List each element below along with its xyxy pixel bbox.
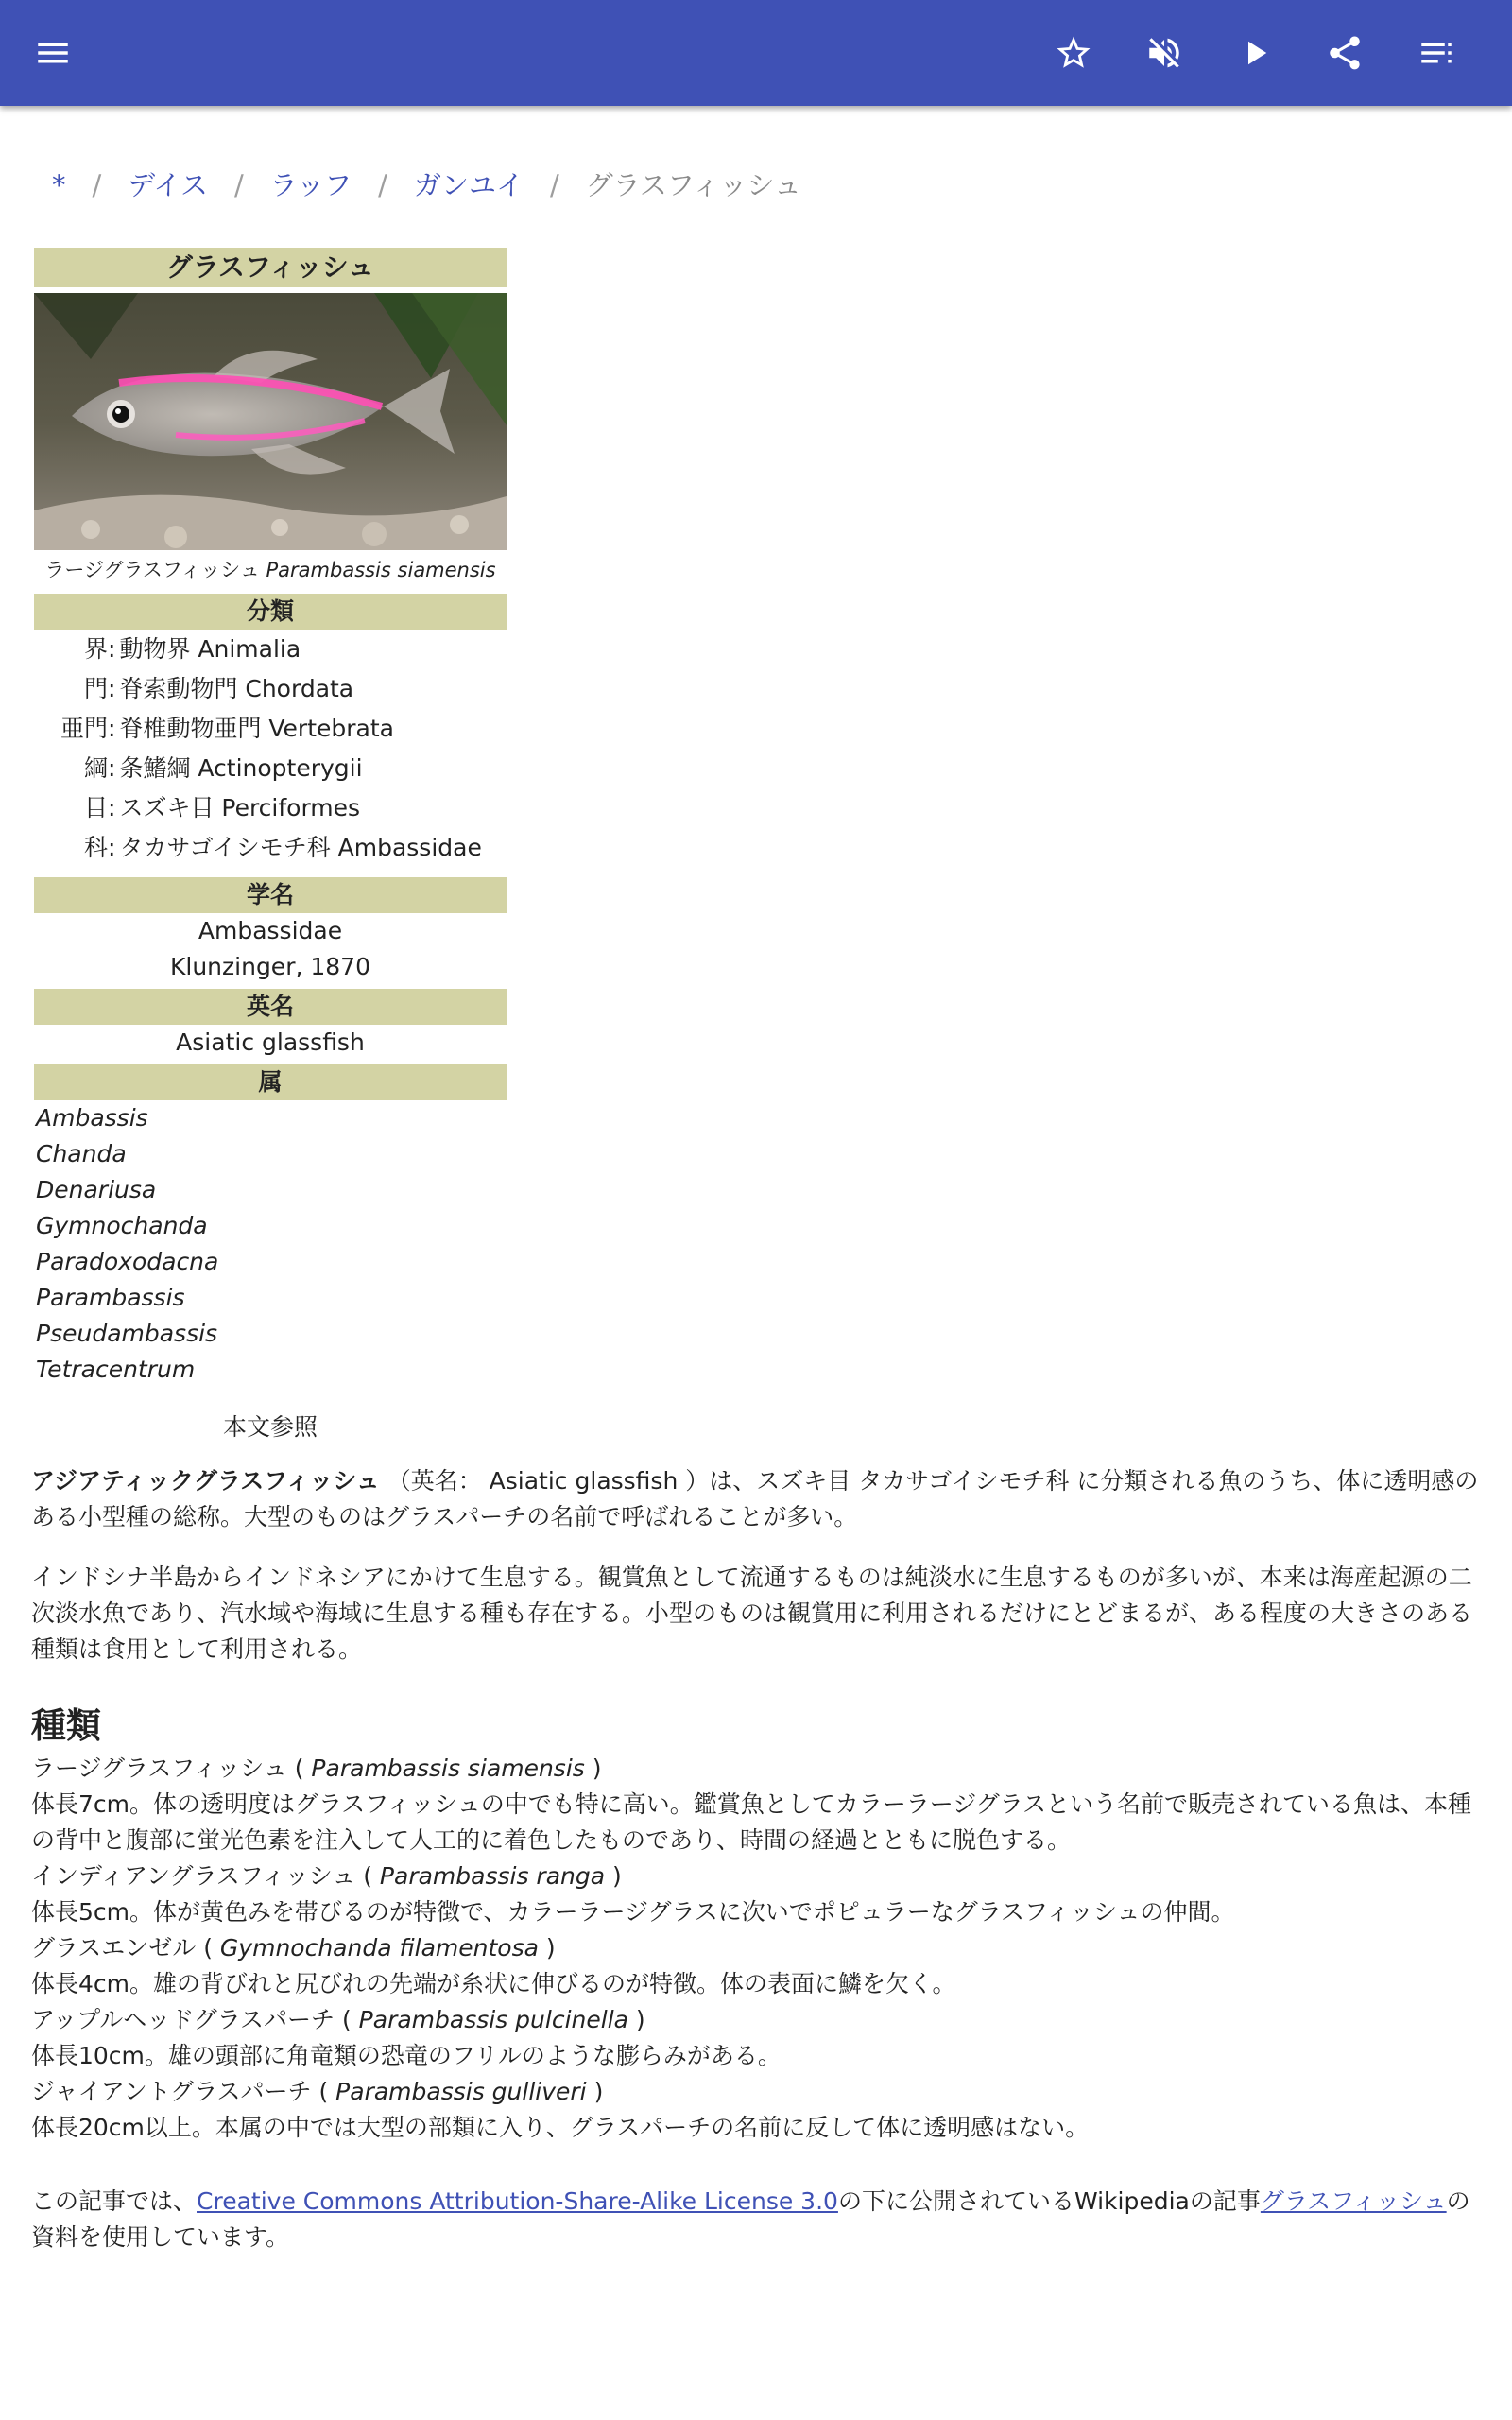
authority: Klunzinger, 1870 [170, 953, 370, 980]
genus-item: Denariusa [36, 1176, 157, 1203]
english-name-heading: 英名 [34, 989, 507, 1025]
taxonomy-rank: 目 [83, 794, 108, 821]
english-name: Asiatic glassfish [176, 1028, 365, 1056]
species-japanese-name: グラスエンゼル [31, 1934, 197, 1962]
breadcrumb-item[interactable]: ラッフ [269, 169, 352, 201]
breadcrumb-separator: / [549, 169, 559, 201]
taxonomy-rank: 亜門 [60, 715, 108, 742]
genus-item: Pseudambassis [36, 1320, 218, 1347]
intro-term: アジアティックグラスフィッシュ [31, 1467, 380, 1495]
star-outline-icon [1054, 33, 1093, 73]
photo-caption [34, 550, 507, 590]
taxonomy-rank: 界 [83, 635, 108, 663]
breadcrumb-item[interactable]: デイス [128, 169, 208, 201]
share-icon [1325, 33, 1365, 73]
species-latin-name: Parambassis gulliveri [335, 2078, 587, 2105]
play-button[interactable] [1227, 25, 1283, 81]
species-name: ジャイアントグラスパーチ ( Parambassis gulliveri ) [31, 2078, 604, 2105]
bookmark-button[interactable] [1045, 25, 1102, 81]
taxonomy-row: 界: 動物界 Animalia [34, 630, 507, 669]
intro-text: （英名： Asiatic glassfish ）は、スズキ目 タカサゴイシモチ科 に分類される魚のうち、体に透明感のある小型種の総称。大型のものはグラスパーチの名前で呼ばれることが多い。 [31, 1467, 1479, 1530]
species-japanese-name: ラージグラスフィッシュ [31, 1754, 287, 1782]
fish-photo[interactable] [34, 293, 507, 550]
species-latin-name: Gymnochanda filamentosa [219, 1934, 539, 1962]
taxonomy-table [34, 630, 507, 868]
taxonomy-row: 門: 脊索動物門 Chordata [34, 669, 507, 709]
intro-paragraph [31, 1463, 1482, 1535]
species-latin-name: Parambassis siamensis [311, 1754, 585, 1782]
scientific-name-heading: 学名 [34, 877, 507, 913]
volume-off-icon [1144, 33, 1184, 73]
species-description: 体長4cm。雄の背びれと尻びれの先端が糸状に伸びるのが特徴。体の表面に鱗を欠く。 [31, 1970, 956, 1997]
species-latin-name: Parambassis ranga [379, 1862, 606, 1890]
taxonomy-value: 動物界 Animalia [119, 635, 301, 663]
genus-item: Ambassis [36, 1104, 148, 1132]
taxonomy-value: スズキ目 Perciformes [119, 794, 361, 821]
taxonomy-rank: 綱 [83, 754, 108, 782]
breadcrumb-root[interactable]: * [52, 169, 66, 201]
species-name: インディアングラスフィッシュ ( Parambassis ranga ) [31, 1862, 622, 1890]
license-prefix: この記事では、 [31, 2187, 198, 2215]
species-name: アップルヘッドグラスパーチ ( Parambassis pulcinella ) [31, 2006, 645, 2033]
taxobox [34, 248, 507, 1446]
genus-item: Tetracentrum [36, 1356, 196, 1383]
species-list [31, 1751, 1482, 2146]
classification-heading: 分類 [34, 594, 507, 630]
species-description: 体長10cm。雄の頭部に角竜類の恐竜のフリルのような膨らみがある。 [31, 2042, 782, 2069]
species-japanese-name: アップルヘッドグラスパーチ [31, 2006, 335, 2033]
species-description: 体長5cm。体が黄色みを帯びるのが特徴で、カラーラージグラスに次いでポピュラーなグラスフィッシュの仲間。 [31, 1898, 1235, 1926]
breadcrumb-separator: / [233, 169, 244, 201]
genus-item: Paradoxodacna [36, 1248, 219, 1275]
play-icon [1235, 33, 1275, 73]
hamburger-menu-icon [33, 33, 73, 73]
genus-list [34, 1100, 507, 1388]
genus-item: Chanda [36, 1140, 127, 1167]
playlist-icon [1417, 33, 1456, 73]
genus-item: Parambassis [36, 1284, 185, 1311]
genus-heading: 属 [34, 1064, 507, 1100]
taxonomy-value: 条鰭綱 Actinopterygii [119, 754, 363, 782]
license-suffix: の資料を使用しています。 [31, 2187, 1470, 2251]
infobox-footer: 本文参照 [222, 1413, 318, 1441]
license-link[interactable]: Creative Commons Attribution-Share-Alike License 3.0 [197, 2187, 838, 2215]
license-notice [31, 2184, 1482, 2256]
breadcrumb [52, 166, 801, 204]
source-article-link[interactable]: グラスフィッシュ [1260, 2187, 1447, 2215]
species-name: ラージグラスフィッシュ ( Parambassis siamensis ) [31, 1754, 602, 1782]
infobox-title: グラスフィッシュ [34, 248, 507, 287]
taxonomy-rank: 科 [83, 834, 108, 861]
article-body [31, 1463, 1482, 2256]
species-japanese-name: インディアングラスフィッシュ [31, 1862, 356, 1890]
license-middle: の下に公開されているWikipediaの記事 [837, 2187, 1261, 2215]
breadcrumb-current: グラスフィッシュ [585, 169, 801, 201]
breadcrumb-separator: / [378, 169, 387, 201]
taxonomy-value: タカサゴイシモチ科 Ambassidae [119, 834, 482, 861]
species-name: グラスエンゼル ( Gymnochanda filamentosa ) [31, 1934, 556, 1962]
share-button[interactable] [1316, 25, 1373, 81]
species-latin-name: Parambassis pulcinella [358, 2006, 628, 2033]
breadcrumb-item[interactable]: ガンユイ [413, 169, 524, 201]
species-description: 体長20cm以上。本属の中では大型の部類に入り、グラスパーチの名前に反して体に透明感はない。 [31, 2114, 1090, 2141]
app-toolbar [0, 0, 1512, 106]
playlist-button[interactable] [1408, 25, 1465, 81]
species-japanese-name: ジャイアントグラスパーチ [31, 2078, 312, 2105]
taxonomy-row: 綱: 条鰭綱 Actinopterygii [34, 749, 507, 788]
taxonomy-rank: 門 [83, 675, 108, 702]
genus-item: Gymnochanda [36, 1212, 208, 1239]
breadcrumb-separator: / [92, 169, 102, 201]
taxonomy-row: 亜門: 脊椎動物亜門 Vertebrata [34, 709, 507, 749]
mute-button[interactable] [1136, 25, 1193, 81]
taxonomy-value: 脊椎動物亜門 Vertebrata [119, 715, 394, 742]
caption-japanese: ラージグラスフィッシュ [44, 559, 260, 581]
menu-button[interactable] [25, 25, 81, 81]
section-heading: 種類 [31, 1705, 101, 1746]
taxonomy-row: 目: スズキ目 Perciformes [34, 788, 507, 828]
taxonomy-value: 脊索動物門 Chordata [119, 675, 354, 702]
distribution-paragraph: インドシナ半島からインドネシアにかけて生息する。観賞魚として流通するものは純淡水に生息するものが多いが、本来は海産起源の二次淡水魚であり、汽水域や海域に生息する種も存在する。小型のものは観賞用に利用されるだけにとどまるが、ある程度の大きさのある種類は食用として利用される。 [31, 1564, 1473, 1663]
scientific-name: Ambassidae [198, 917, 343, 944]
caption-latin: Parambassis siamensis [266, 559, 496, 581]
taxonomy-row: 科: タカサゴイシモチ科 Ambassidae [34, 828, 507, 868]
species-description: 体長7cm。体の透明度はグラスフィッシュの中でも特に高い。鑑賞魚としてカラーラージグラスという名前で販売されている魚は、本種の背中と腹部に蛍光色素を注入して人工的に着色したものであり、時間の経過とともに脱色する。 [31, 1790, 1472, 1854]
